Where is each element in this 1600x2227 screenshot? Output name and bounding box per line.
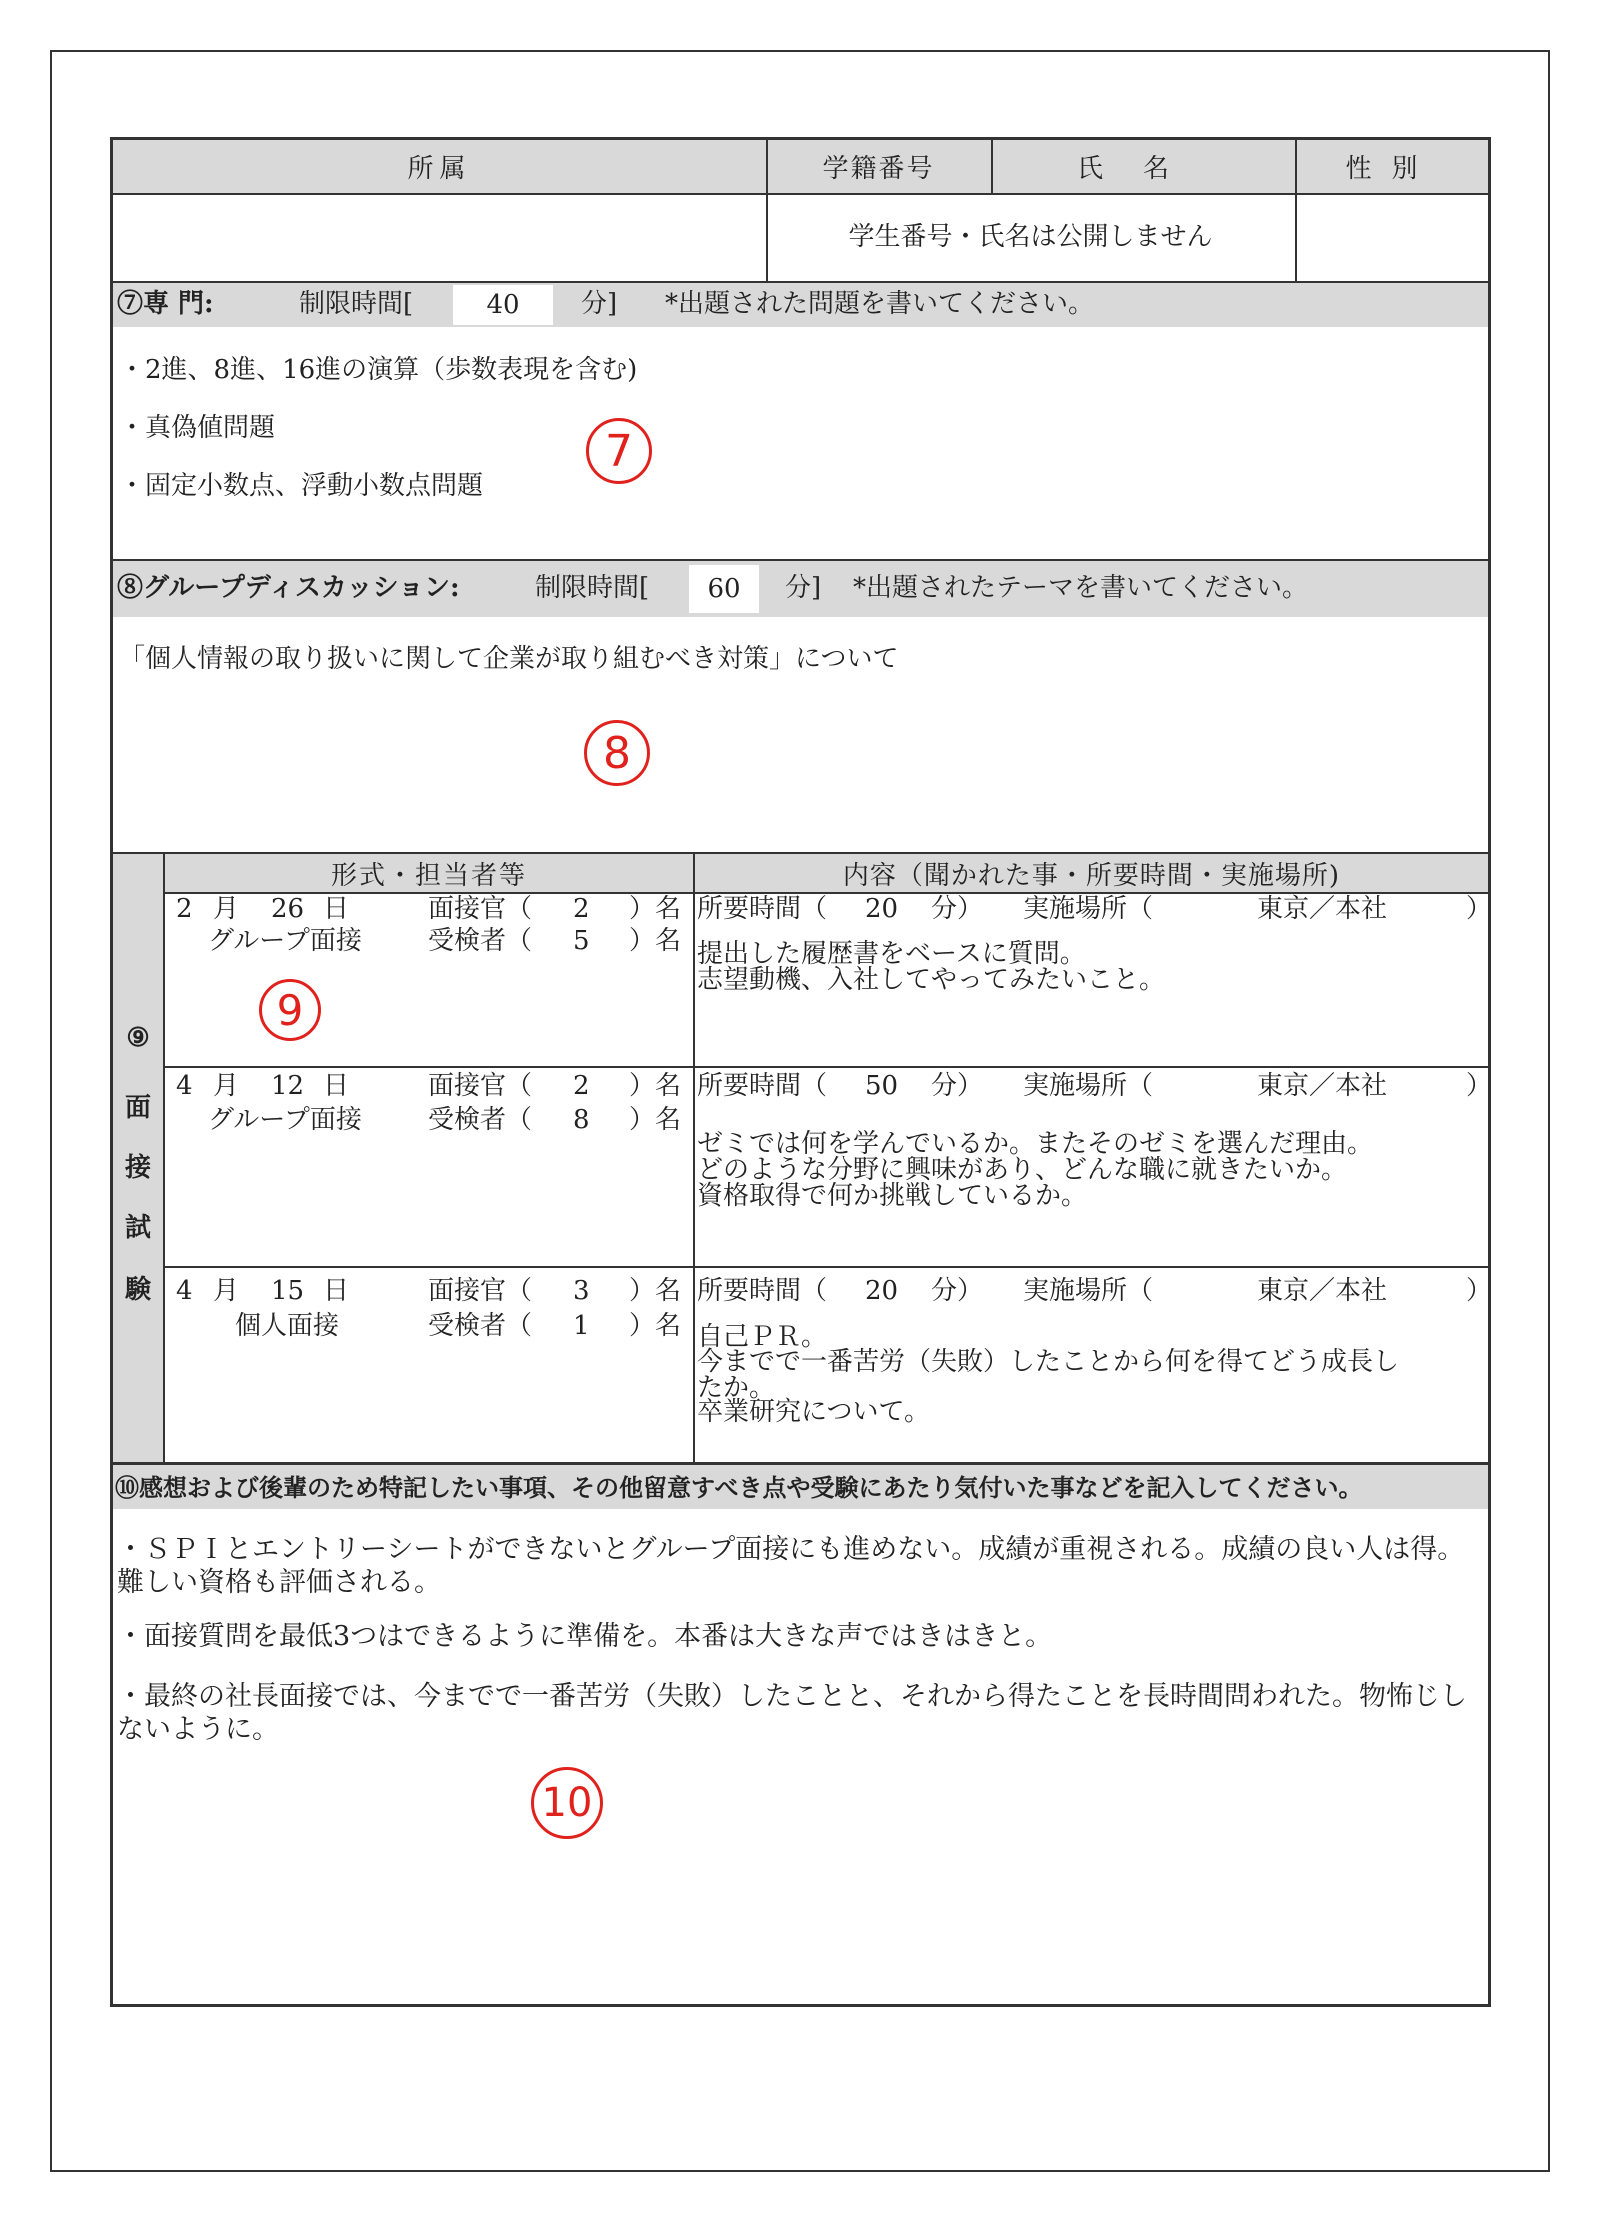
duration-label: 所要時間（ (697, 1276, 828, 1306)
interviewer-label: 面接官（ (428, 894, 533, 924)
examinee-count: 8 (573, 1105, 590, 1135)
section8-marker: 8 (584, 720, 650, 786)
section7-title: ⑦専 門: (117, 289, 214, 319)
row-month-label: 月 (213, 1071, 240, 1101)
section8-instruction: *出題されたテーマを書いてください。 (853, 573, 1309, 603)
section9-label: 面 (124, 1093, 151, 1123)
place-close: ） (1466, 1071, 1493, 1101)
duration-value: 20 (865, 1276, 899, 1306)
examinee-unit: ）名 (629, 1105, 682, 1135)
section8-unit: 分] (785, 573, 822, 603)
name-header: 氏名 (1076, 154, 1209, 184)
content-line: どのような分野に興味があり、どんな職に就きたいか。 (697, 1155, 1348, 1185)
section8-title: ⑧グループディスカッション: (117, 573, 460, 603)
place-label: 実施場所（ (1023, 1071, 1154, 1101)
examinee-label: 受検者（ (428, 1311, 533, 1341)
section10-paragraph: ・最終の社長面接では、今までで一番苦労（失敗）したことと、それから得たことを長時間問われた。物怖じしないように。 (117, 1681, 1467, 1745)
examinee-label: 受検者（ (428, 1105, 533, 1135)
section9-label: 験 (124, 1275, 151, 1305)
place-value: 東京／本社 (1257, 1276, 1388, 1306)
privacy-note: 学生番号・氏名は公開しません (848, 221, 1213, 252)
row-month-label: 月 (213, 1276, 240, 1306)
interview-type: 個人面接 (235, 1311, 340, 1341)
interviewer-label: 面接官（ (428, 1276, 533, 1306)
examinee-count: 1 (573, 1311, 590, 1341)
place-label: 実施場所（ (1023, 1276, 1154, 1306)
examinee-count: 5 (573, 926, 590, 956)
section10-paragraph: ・ＳＰＩとエントリーシートができないとグループ面接にも進めない。成績が重視される。成績の良い人は得。難しい資格も評価される。 (117, 1534, 1465, 1598)
examinee-unit: ）名 (629, 926, 682, 956)
content-line: ゼミでは何を学んでいるか。またそのゼミを選んだ理由。 (697, 1129, 1374, 1159)
place-close: ） (1466, 1276, 1493, 1306)
section8-minutes: 60 (689, 565, 759, 613)
duration-value: 50 (865, 1071, 899, 1101)
row-month-label: 月 (213, 894, 240, 924)
duration-value: 20 (865, 894, 899, 924)
section8-theme: 「個人情報の取り扱いに関して企業が取り組むべき対策」について (119, 644, 899, 674)
row-day-label: 日 (323, 1276, 350, 1306)
row-day: 15 (271, 1276, 305, 1306)
content-line: 提出した履歴書をベースに質問。 (697, 939, 1086, 969)
interview-type: グループ面接 (208, 1105, 362, 1135)
section8-header (113, 561, 1488, 617)
row-month: 4 (176, 1071, 193, 1101)
interviewer-count: 2 (573, 1071, 590, 1101)
examinee-label: 受検者（ (428, 926, 533, 956)
duration-unit: 分） (931, 894, 984, 924)
row-day: 12 (271, 1071, 305, 1101)
content-line: 資格取得で何か挑戦しているか。 (697, 1181, 1088, 1211)
duration-unit: 分） (931, 1276, 984, 1306)
section7-item: ・2進、8進、16進の演算（歩数表現を含む) (119, 355, 638, 385)
section7-item: ・固定小数点、浮動小数点問題 (119, 471, 484, 501)
section7-marker: 7 (586, 418, 652, 484)
section10-title: ⑩感想および後輩のため特記したい事項、その他留意すべき点や受験にあたり気付いた事などを記入してください。 (115, 1473, 1363, 1502)
content-line: たか。 (697, 1373, 776, 1403)
row-month: 2 (176, 894, 193, 924)
interviewer-unit: ）名 (629, 1276, 682, 1306)
duration-label: 所要時間（ (697, 1071, 828, 1101)
interview-type: グループ面接 (208, 926, 362, 956)
section7-item: ・真偽値問題 (119, 413, 276, 443)
duration-unit: 分） (931, 1071, 984, 1101)
row-day-label: 日 (323, 894, 350, 924)
place-label: 実施場所（ (1023, 894, 1154, 924)
row-day-label: 日 (323, 1071, 350, 1101)
section7-unit: 分] (581, 289, 618, 319)
section9-label: 試 (124, 1213, 151, 1243)
section9-marker: 9 (259, 979, 321, 1041)
duration-label: 所要時間（ (697, 894, 828, 924)
interviewer-count: 2 (573, 894, 590, 924)
content-line: 卒業研究について。 (697, 1397, 930, 1427)
place-close: ） (1466, 894, 1493, 924)
section9-label: ⑨ (126, 1023, 150, 1053)
section10-marker: 10 (531, 1767, 603, 1839)
section8-time-label: 制限時間[ (535, 573, 650, 603)
place-value: 東京／本社 (1257, 1071, 1388, 1101)
col-format-header: 形式・担当者等 (165, 854, 693, 892)
section10-header (113, 1465, 1488, 1509)
interviewer-unit: ）名 (629, 894, 682, 924)
col-content-header: 内容（聞かれた事・所要時間・実施場所) (695, 854, 1488, 892)
content-line: 自己ＰＲ。 (697, 1322, 828, 1352)
section9-label: 接 (124, 1153, 151, 1183)
examinee-unit: ）名 (629, 1311, 682, 1341)
section7-instruction: *出題された問題を書いてください。 (665, 289, 1095, 319)
interviewer-unit: ）名 (629, 1071, 682, 1101)
row-day: 26 (271, 894, 305, 924)
section7-time-label: 制限時間[ (299, 289, 414, 319)
section10-paragraph: ・面接質問を最低3つはできるように準備を。本番は大きな声ではきはきと。 (117, 1621, 1053, 1652)
row-month: 4 (176, 1276, 193, 1306)
place-value: 東京／本社 (1257, 894, 1388, 924)
affiliation-header: 所属 (407, 154, 472, 184)
interview-report-form (110, 137, 1491, 2007)
content-line: 今までで一番苦労（失敗）したことから何を得てどう成長し (697, 1347, 1400, 1377)
content-line: 志望動機、入社してやってみたいこと。 (697, 965, 1166, 995)
section7-minutes: 40 (453, 285, 553, 325)
student-number-header: 学籍番号 (822, 154, 935, 184)
gender-header: 性別 (1345, 154, 1438, 184)
interviewer-count: 3 (573, 1276, 590, 1306)
interviewer-label: 面接官（ (428, 1071, 533, 1101)
section7-header (113, 283, 1488, 327)
